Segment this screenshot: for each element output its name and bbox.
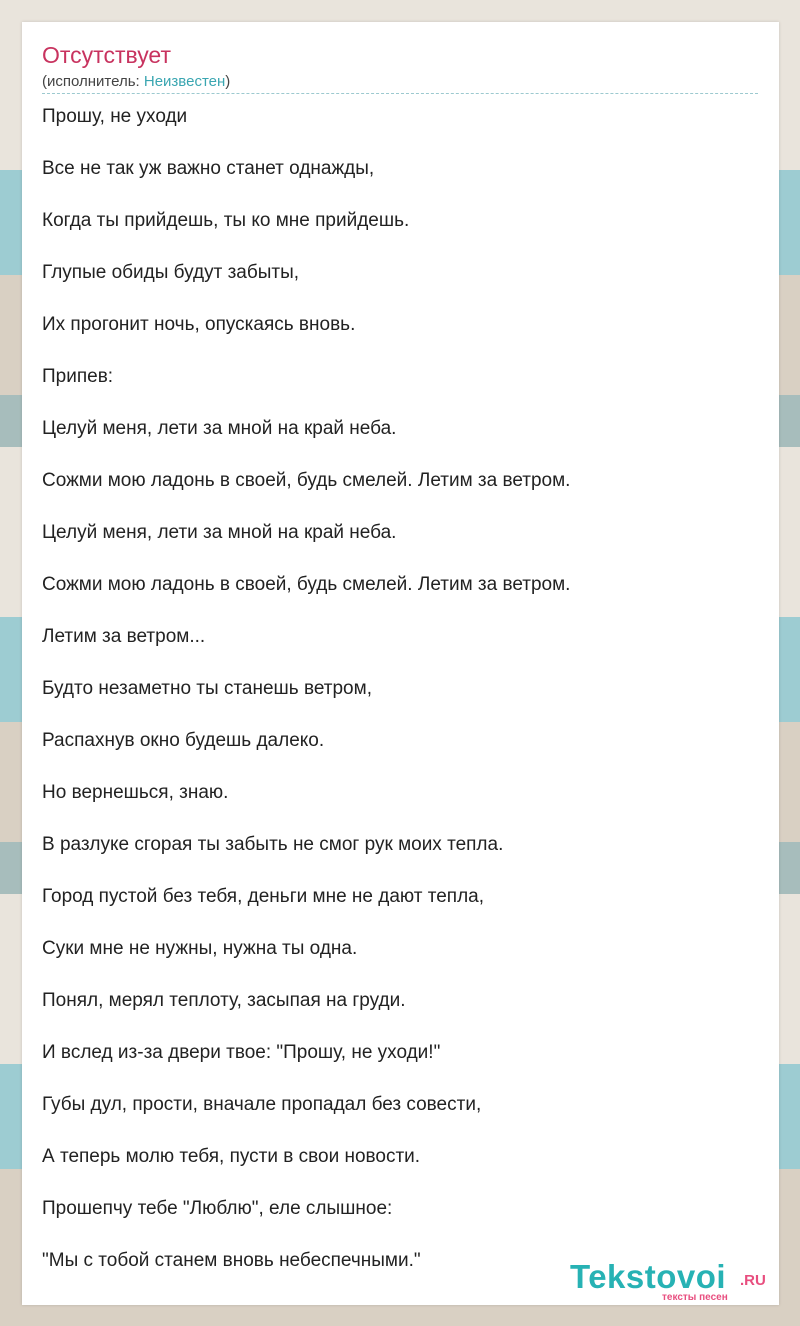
logo-wordmark: Tekstovoi [570,1258,727,1295]
lyric-line: Понял, мерял теплоту, засыпая на груди. [42,990,406,1011]
lyric-line: Прошепчу тебе "Люблю", еле слышное: [42,1198,393,1219]
lyrics-card [22,22,779,1305]
lyric-line: Глупые обиды будут забыты, [42,262,300,283]
lyric-line: Распахнув окно будешь далеко. [42,730,325,751]
lyric-line: Целуй меня, лети за мной на край неба. [42,418,397,439]
lyric-line: В разлуке сгорая ты забыть не смог рук моих тепла. [42,834,504,855]
lyric-line: И вслед из-за двери твое: "Прошу, не уходи!" [42,1042,441,1063]
lyric-line: Прошу, не уходи [42,106,188,127]
lyric-line: Губы дул, прости, вначале пропадал без совести, [42,1094,482,1115]
logo-subtitle: тексты песен [662,1292,728,1303]
lyric-line: Когда ты прийдешь, ты ко мне прийдешь. [42,210,410,231]
lyrics-body [42,104,762,1300]
lyric-line: "Мы с тобой станем вновь небеспечными." [42,1250,421,1271]
lyric-line: Город пустой без тебя, деньги мне не дают тепла, [42,886,485,907]
artist-link[interactable]: Неизвестен [143,73,226,90]
site-logo[interactable] [570,1258,780,1308]
artist-prefix: (исполнитель: [42,73,144,90]
lyric-line: Все не так уж важно станет однажды, [42,158,375,179]
title-divider [42,93,758,94]
artist-suffix: ) [225,73,231,90]
lyric-line: Летим за ветром... [42,626,206,647]
lyric-line: Будто незаметно ты станешь ветром, [42,678,372,699]
lyric-line: Но вернешься, знаю. [42,782,229,803]
lyric-line: Их прогонит ночь, опускаясь вновь. [42,314,356,335]
artist-line [42,73,230,90]
lyric-line: Сожми мою ладонь в своей, будь смелей. Летим за ветром. [42,574,571,595]
lyric-line: Припев: [42,366,114,387]
song-title: Отсутствует [42,42,171,68]
logo-tld: .RU [740,1272,766,1289]
lyric-line: Целуй меня, лети за мной на край неба. [42,522,397,543]
lyric-line: Суки мне не нужны, нужна ты одна. [42,938,358,959]
lyric-line: А теперь молю тебя, пусти в свои новости. [42,1146,421,1167]
lyric-line: Сожми мою ладонь в своей, будь смелей. Летим за ветром. [42,470,571,491]
